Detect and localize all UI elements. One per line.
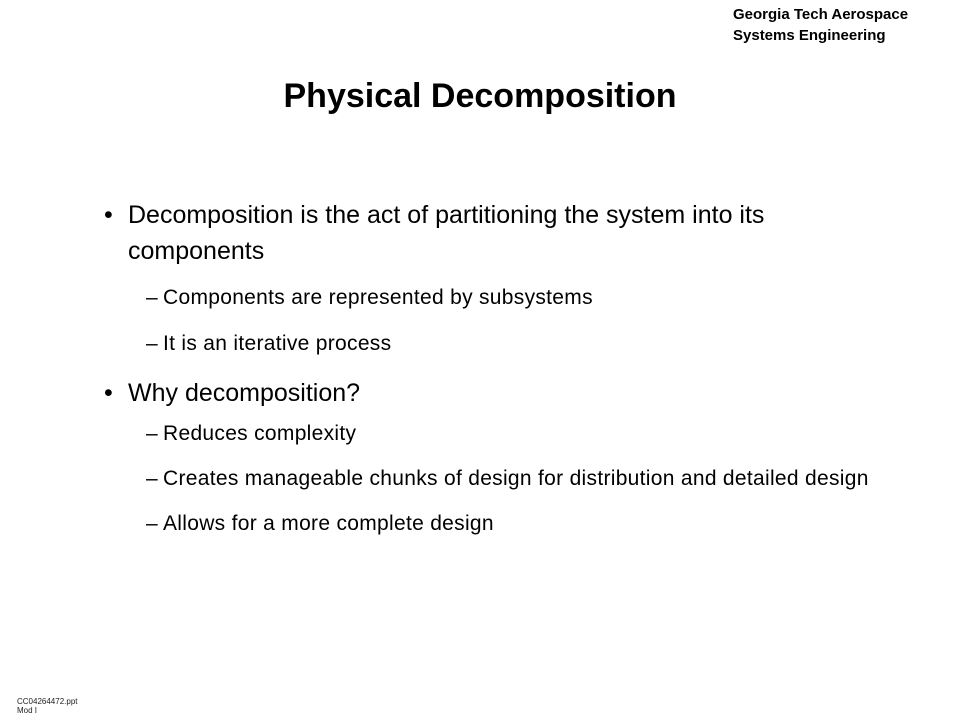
- dash-mark: –: [146, 286, 158, 309]
- dash-mark: –: [146, 422, 158, 445]
- sub-bullet-item: [100, 329, 870, 359]
- sub-bullet-item: [100, 464, 870, 494]
- slide-footer: [17, 697, 78, 715]
- sub-bullet-text: Creates manageable chunks of design for distribution and detailed design: [163, 467, 869, 490]
- bullet-item: [100, 375, 870, 411]
- dash-mark: –: [146, 467, 158, 490]
- footer-file-name: CC04264472.ppt: [17, 697, 78, 706]
- organization-header: [733, 4, 908, 46]
- bullet-item: [100, 197, 870, 269]
- slide-title: Physical Decomposition: [283, 77, 677, 115]
- sub-bullet-item: [100, 419, 870, 449]
- bullet-mark: •: [104, 379, 113, 407]
- sub-bullet-item: [100, 283, 870, 313]
- footer-module: Mod I: [17, 706, 38, 715]
- sub-bullet-text: Reduces complexity: [163, 422, 357, 445]
- bullet-mark: •: [104, 201, 113, 229]
- slide-body: [100, 197, 870, 539]
- dash-mark: –: [146, 332, 158, 355]
- sub-bullet-item: [100, 509, 870, 539]
- organization-line-2: Systems Engineering: [733, 27, 886, 44]
- sub-bullet-text: Allows for a more complete design: [163, 512, 494, 535]
- bullet-text: Why decomposition?: [128, 379, 361, 407]
- dash-mark: –: [146, 512, 158, 535]
- sub-bullet-text: Components are represented by subsystems: [163, 286, 593, 309]
- sub-bullet-text: It is an iterative process: [163, 332, 392, 355]
- bullet-text: Decomposition is the act of partitioning the system into its components: [128, 201, 765, 265]
- organization-line-1: Georgia Tech Aerospace: [733, 6, 909, 23]
